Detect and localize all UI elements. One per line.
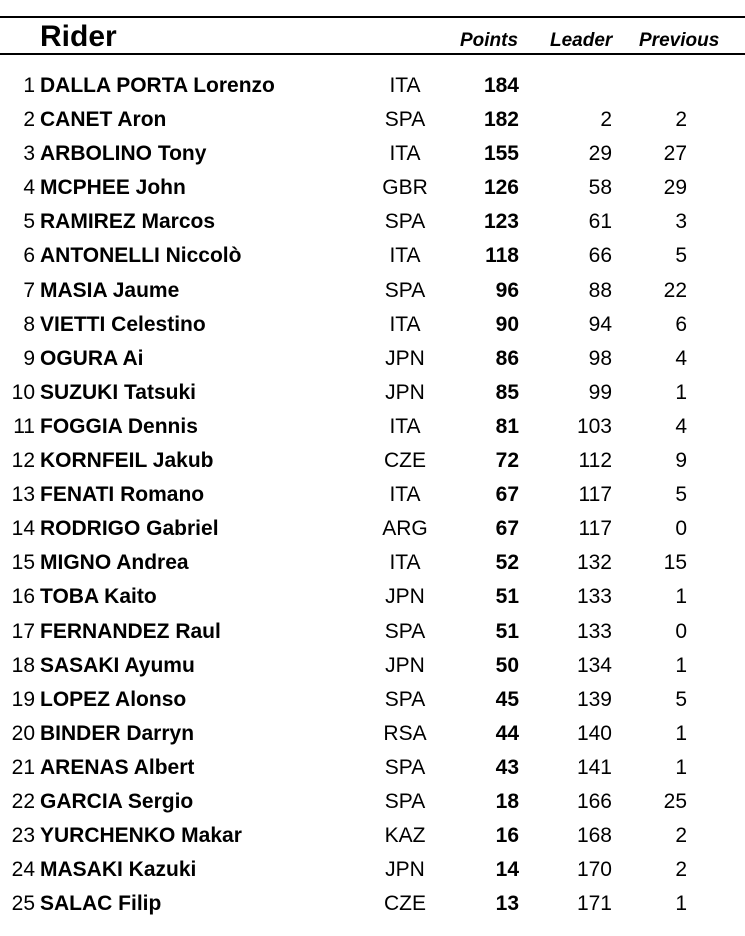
gap-to-previous: 1 — [675, 721, 687, 745]
rider-points: 86 — [495, 346, 519, 370]
rider-nation: SPA — [384, 619, 426, 643]
table-row — [0, 513, 745, 547]
gap-to-leader: 112 — [578, 449, 612, 473]
rider-name: OGURA Ai — [40, 346, 144, 370]
rider-position: 7 — [23, 278, 35, 302]
rider-points: 16 — [495, 824, 519, 848]
gap-to-leader: 99 — [588, 380, 612, 404]
rider-position: 24 — [11, 858, 35, 882]
gap-to-leader: 139 — [576, 687, 612, 711]
gap-to-previous: 9 — [675, 449, 687, 473]
table-row — [0, 172, 745, 206]
gap-to-previous: 2 — [675, 108, 687, 132]
gap-to-leader: 117 — [578, 517, 612, 541]
rider-points: 155 — [483, 142, 519, 166]
rider-nation: CZE — [384, 892, 426, 916]
rider-position: 1 — [23, 74, 35, 97]
rider-points: 14 — [495, 858, 519, 882]
rider-nation: SPA — [384, 108, 426, 132]
rider-name: ARBOLINO Tony — [40, 142, 207, 166]
rider-nation: SPA — [384, 210, 426, 234]
gap-to-previous: 4 — [675, 414, 687, 438]
gap-to-leader: 98 — [588, 346, 612, 370]
rider-name: DALLA PORTA Lorenzo — [40, 74, 275, 97]
gap-to-leader: 94 — [588, 312, 612, 336]
table-row — [0, 70, 745, 104]
table-row — [0, 820, 745, 854]
rider-points: 51 — [495, 619, 519, 643]
rider-position: 12 — [11, 449, 35, 473]
gap-to-leader: 170 — [576, 858, 612, 882]
gap-to-previous: 29 — [663, 176, 687, 200]
rider-points: 123 — [483, 210, 519, 234]
rider-position: 5 — [23, 210, 35, 234]
gap-to-previous: 6 — [675, 312, 687, 336]
rider-position: 16 — [11, 585, 35, 609]
gap-to-previous: 1 — [675, 755, 687, 779]
rider-points: 96 — [495, 278, 519, 302]
rider-position: 8 — [23, 312, 35, 336]
gap-to-previous: 1 — [675, 892, 687, 916]
rider-name: SUZUKI Tatsuki — [40, 380, 196, 404]
table-row — [0, 616, 745, 650]
rider-name: MASAKI Kazuki — [40, 858, 197, 882]
gap-to-leader: 61 — [588, 210, 612, 234]
table-row — [0, 104, 745, 138]
gap-to-previous: 15 — [663, 551, 687, 575]
gap-to-previous: 1 — [675, 585, 687, 609]
rider-position: 18 — [11, 653, 35, 677]
rider-position: 6 — [23, 244, 35, 268]
rider-nation: ITA — [389, 483, 421, 507]
gap-to-leader: 133 — [576, 585, 612, 609]
rider-points: 43 — [495, 755, 519, 779]
rider-name: LOPEZ Alonso — [40, 687, 187, 711]
table-row — [0, 854, 745, 888]
header-leader: Leader — [550, 30, 613, 51]
rider-position: 9 — [23, 346, 35, 370]
table-row — [0, 138, 745, 172]
rider-nation: CZE — [384, 449, 426, 473]
rider-nation: SPA — [384, 755, 426, 779]
rider-position: 10 — [11, 380, 35, 404]
gap-to-leader: 29 — [588, 142, 612, 166]
rider-nation: JPN — [385, 858, 425, 882]
rider-position: 11 — [13, 414, 35, 438]
gap-to-leader: 134 — [576, 653, 612, 677]
gap-to-leader: 132 — [576, 551, 612, 575]
rider-points: 184 — [483, 74, 519, 97]
rider-nation: ITA — [389, 414, 421, 438]
header-rider: Rider — [40, 20, 117, 53]
rider-nation: SPA — [384, 687, 426, 711]
rider-position: 4 — [23, 176, 35, 200]
rider-name: MCPHEE John — [40, 176, 186, 200]
rider-points: 67 — [495, 483, 519, 507]
gap-to-previous: 1 — [675, 653, 687, 677]
table-row — [0, 377, 745, 411]
rider-points: 182 — [483, 108, 519, 132]
rider-name: YURCHENKO Makar — [40, 824, 242, 848]
gap-to-leader: 141 — [576, 755, 612, 779]
gap-to-leader: 2 — [600, 108, 612, 132]
rider-position: 25 — [11, 892, 35, 916]
rider-position: 20 — [11, 721, 35, 745]
rider-position: 13 — [11, 483, 35, 507]
rider-position: 22 — [11, 789, 35, 813]
rider-nation: ITA — [389, 551, 421, 575]
gap-to-previous: 0 — [675, 517, 687, 541]
rider-points: 50 — [495, 653, 519, 677]
rider-position: 15 — [11, 551, 35, 575]
rider-nation: ARG — [382, 517, 428, 541]
rider-nation: ITA — [389, 244, 421, 268]
rider-name: ANTONELLI Niccolò — [40, 244, 242, 268]
rider-name: MASIA Jaume — [40, 278, 180, 302]
rider-position: 21 — [11, 755, 35, 779]
rider-name: MIGNO Andrea — [40, 551, 189, 575]
gap-to-leader: 168 — [576, 824, 612, 848]
table-row — [0, 309, 745, 343]
table-row — [0, 206, 745, 240]
rider-nation: JPN — [385, 585, 425, 609]
rider-position: 3 — [23, 142, 35, 166]
rider-name: GARCIA Sergio — [40, 789, 194, 813]
table-row — [0, 888, 745, 922]
gap-to-leader: 103 — [576, 414, 612, 438]
table-row — [0, 240, 745, 274]
table-row — [0, 445, 745, 479]
gap-to-previous: 3 — [675, 210, 687, 234]
table-row — [0, 752, 745, 786]
rider-points: 85 — [495, 380, 519, 404]
rider-name: KORNFEIL Jakub — [40, 449, 214, 473]
rider-points: 67 — [495, 517, 519, 541]
rider-points: 51 — [495, 585, 519, 609]
rider-name: ARENAS Albert — [40, 755, 195, 779]
gap-to-leader: 133 — [576, 619, 612, 643]
gap-to-previous: 25 — [663, 789, 687, 813]
gap-to-previous: 2 — [675, 858, 687, 882]
gap-to-previous: 4 — [675, 346, 687, 370]
gap-to-previous: 5 — [675, 483, 687, 507]
gap-to-previous: 5 — [675, 244, 687, 268]
gap-to-leader: 140 — [576, 721, 612, 745]
rider-nation: GBR — [382, 176, 428, 200]
table-row — [0, 275, 745, 309]
table-row — [0, 786, 745, 820]
table-row — [0, 547, 745, 581]
rider-nation: JPN — [385, 380, 425, 404]
rider-position: 19 — [11, 687, 35, 711]
rider-points: 18 — [495, 789, 519, 813]
gap-to-previous: 0 — [675, 619, 687, 643]
table-row — [0, 684, 745, 718]
rider-nation: SPA — [384, 789, 426, 813]
rider-name: RAMIREZ Marcos — [40, 210, 216, 234]
rider-name: FERNANDEZ Raul — [40, 619, 221, 643]
rider-points: 13 — [495, 892, 519, 916]
rider-name: FENATI Romano — [40, 483, 205, 507]
rider-nation: ITA — [389, 142, 421, 166]
table-header — [0, 18, 745, 54]
rider-name: CANET Aron — [40, 108, 167, 132]
rider-name: RODRIGO Gabriel — [40, 517, 219, 541]
rider-points: 45 — [495, 687, 519, 711]
rider-position: 23 — [11, 824, 35, 848]
rider-points: 81 — [495, 414, 519, 438]
rider-nation: JPN — [385, 653, 425, 677]
rider-points: 52 — [495, 551, 519, 575]
gap-to-previous: 22 — [663, 278, 687, 302]
header-rule — [0, 53, 745, 55]
rider-points: 72 — [495, 449, 519, 473]
rider-points: 118 — [485, 244, 519, 268]
gap-to-previous: 1 — [675, 380, 687, 404]
rider-nation: KAZ — [384, 824, 426, 848]
rider-name: TOBA Kaito — [40, 585, 157, 609]
rider-name: SALAC Filip — [40, 892, 162, 916]
rider-nation: ITA — [389, 312, 421, 336]
gap-to-leader: 166 — [576, 789, 612, 813]
rider-name: BINDER Darryn — [40, 721, 195, 745]
gap-to-previous: 27 — [663, 142, 687, 166]
rider-nation: RSA — [383, 721, 427, 745]
table-row — [0, 411, 745, 445]
rider-name: VIETTI Celestino — [40, 312, 206, 336]
rider-points: 126 — [483, 176, 519, 200]
rider-nation: SPA — [384, 278, 426, 302]
table-row — [0, 581, 745, 615]
table-row — [0, 650, 745, 684]
gap-to-leader: 58 — [588, 176, 612, 200]
table-row — [0, 479, 745, 513]
header-points: Points — [460, 30, 519, 51]
rider-points: 90 — [495, 312, 519, 336]
rider-position: 2 — [23, 108, 35, 132]
rider-name: SASAKI Ayumu — [40, 653, 195, 677]
rider-nation: JPN — [385, 346, 425, 370]
rider-position: 17 — [11, 619, 35, 643]
gap-to-leader: 171 — [576, 892, 612, 916]
rider-nation: ITA — [389, 74, 421, 97]
rider-name: FOGGIA Dennis — [40, 414, 198, 438]
rider-position: 14 — [11, 517, 35, 541]
gap-to-leader: 88 — [588, 278, 612, 302]
rider-points: 44 — [495, 721, 519, 745]
gap-to-leader: 66 — [588, 244, 612, 268]
table-row — [0, 343, 745, 377]
gap-to-previous: 5 — [675, 687, 687, 711]
gap-to-previous: 2 — [675, 824, 687, 848]
table-row — [0, 718, 745, 752]
header-previous: Previous — [639, 30, 720, 51]
gap-to-leader: 117 — [578, 483, 612, 507]
standings-table — [0, 70, 745, 922]
